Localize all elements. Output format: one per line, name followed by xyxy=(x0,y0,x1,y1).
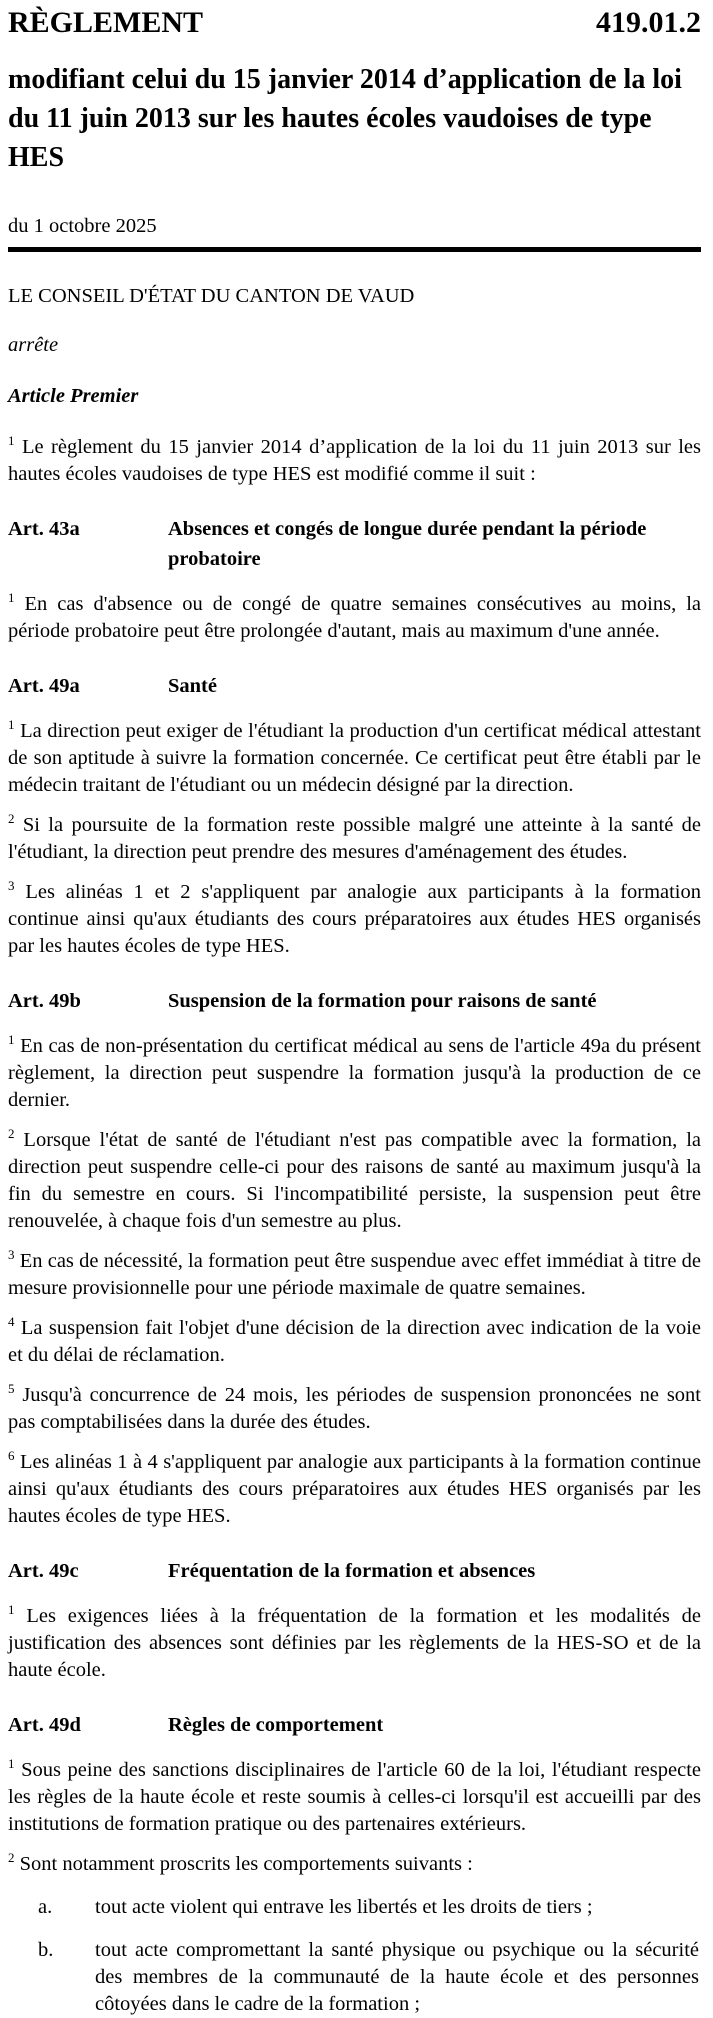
paragraph-number: 2 xyxy=(8,1850,15,1866)
list-item-marker: a. xyxy=(38,1896,53,1918)
list-item xyxy=(38,1894,701,1921)
article-paragraph xyxy=(8,879,701,960)
article-paragraph xyxy=(8,1127,701,1235)
list-item-text: tout acte violent qui entrave les libertés et les droits de tiers ; xyxy=(95,1896,593,1918)
paragraph-number: 3 xyxy=(8,878,15,894)
article-title: Règles de comportement xyxy=(168,1714,384,1736)
article-paragraph xyxy=(8,812,701,866)
article-paragraph xyxy=(8,1248,701,1302)
doc-number: 419.01.2 xyxy=(596,6,701,39)
paragraph-text: Lorsque l'état de santé de l'étudiant n'est pas compatible avec la formation, la direction peut suspendre celle-ci pour des raisons de santé au maximum jusqu'à la fin du semestre en cours. Si l'incompatibilité persiste, la suspension peut être renouvelée, à chaque fois d'un semestre au plus. xyxy=(8,1129,702,1232)
paragraph-number: 5 xyxy=(8,1381,15,1397)
article-label: Art. 49d xyxy=(8,1714,81,1736)
paragraph-number: 1 xyxy=(8,1032,15,1048)
article-heading xyxy=(8,514,701,574)
date-line: du 1 octobre 2025 xyxy=(8,215,157,237)
divider-rule xyxy=(8,247,701,252)
masthead xyxy=(8,6,701,40)
paragraph-number: 3 xyxy=(8,1247,15,1263)
paragraph-text: Sous peine des sanctions disciplinaires de l'article 60 de la loi, l'étudiant respecte les règles de la haute école et reste soumis à celles-ci lorsqu'il est accueilli par des institutions de formation pratique ou des partenaires extérieurs. xyxy=(8,1759,701,1835)
paragraph-text: La suspension fait l'objet d'une décision de la direction avec indication de la voie et du délai de réclamation. xyxy=(8,1317,702,1366)
paragraph-text: En cas d'absence ou de congé de quatre semaines consécutives au moins, la période probatoire peut être prolongée d'autant, mais au maximum d'une année. xyxy=(8,593,702,642)
article-heading xyxy=(8,1710,701,1740)
paragraph-number: 1 xyxy=(8,1756,15,1772)
list-item-marker: b. xyxy=(38,1939,54,1961)
article-heading xyxy=(8,671,701,701)
paragraph-text: Les alinéas 1 et 2 s'appliquent par analogie aux participants à la formation continue ainsi qu'aux étudiants des cours préparatoires aux études HES organisés par les hautes écoles de type HES. xyxy=(8,881,702,957)
article-title: Fréquentation de la formation et absences xyxy=(168,1560,536,1582)
article-paragraph xyxy=(8,718,701,799)
article-heading xyxy=(8,986,701,1016)
paragraph-text: La direction peut exiger de l'étudiant la production d'un certificat médical attestant de son aptitude à suivre la formation concernée. Ce certificat peut être établi par le médecin traitant de l'étudiant ou un médecin désigné par la direction. xyxy=(8,720,701,796)
paragraph-number: 1 xyxy=(8,590,15,606)
paragraph-text: Jusqu'à concurrence de 24 mois, les périodes de suspension prononcées ne sont pas comptabilisées dans la durée des études. xyxy=(8,1384,702,1433)
article-premier-heading: Article Premier xyxy=(8,385,139,407)
paragraph-text: En cas de nécessité, la formation peut être suspendue avec effet immédiat à titre de mesure provisionnelle pour une période maximale de quatre semaines. xyxy=(8,1250,702,1299)
intro-paragraph xyxy=(8,434,701,488)
article-paragraph xyxy=(8,1315,701,1369)
paragraph-number: 1 xyxy=(8,433,15,449)
doc-type-label: RÈGLEMENT xyxy=(8,6,204,39)
paragraph-text: Les exigences liées à la fréquentation de la formation et les modalités de justification des absences sont définies par les règlements de la HES-SO et de la haute école. xyxy=(8,1605,701,1681)
list-item-text: tout acte compromettant la santé physique ou psychique ou la sécurité des membres de la communauté de la haute école et des personnes côtoyées dans le cadre de la formation ; xyxy=(95,1939,699,2015)
article-heading xyxy=(8,1556,701,1586)
paragraph-text: Si la poursuite de la formation reste possible malgré une atteinte à la santé de l'étudiant, la direction peut prendre des mesures d'aménagement des études. xyxy=(8,814,701,863)
article-paragraph xyxy=(8,1449,701,1530)
paragraph-text: Les alinéas 1 à 4 s'appliquent par analogie aux participants à la formation continue ainsi qu'aux étudiants des cours préparatoires aux études HES organisés par les hautes écoles de type HES. xyxy=(8,1451,701,1527)
article-paragraph xyxy=(8,591,701,645)
article-paragraph xyxy=(8,1382,701,1436)
article-label: Art. 49b xyxy=(8,990,81,1012)
authority-line: LE CONSEIL D'ÉTAT DU CANTON DE VAUD xyxy=(8,285,415,307)
article-title: Absences et congés de longue durée pendant la période probatoire xyxy=(168,518,647,570)
paragraph-number: 2 xyxy=(8,1126,15,1142)
decree-word: arrête xyxy=(8,334,59,356)
article-paragraph xyxy=(8,1851,701,1878)
article-label: Art. 43a xyxy=(8,518,80,540)
paragraph-number: 2 xyxy=(8,811,15,827)
article-label: Art. 49a xyxy=(8,675,80,697)
articles xyxy=(8,514,701,2018)
document-title: modifiant celui du 15 janvier 2014 d’application de la loi du 11 juin 2013 sur les hautes écoles vaudoises de type HES xyxy=(8,64,682,173)
paragraph-number: 1 xyxy=(8,1602,15,1618)
paragraph-number: 6 xyxy=(8,1448,15,1464)
article-title: Suspension de la formation pour raisons de santé xyxy=(168,990,597,1012)
article-title: Santé xyxy=(168,675,217,697)
article-label: Art. 49c xyxy=(8,1560,79,1582)
article-paragraph xyxy=(8,1757,701,1838)
paragraph-text: Sont notamment proscrits les comportements suivants : xyxy=(19,1853,473,1875)
paragraph-text: En cas de non-présentation du certificat médical au sens de l'article 49a du présent règlement, la direction peut suspendre la formation jusqu'à la production de ce dernier. xyxy=(8,1035,701,1111)
paragraph-number: 4 xyxy=(8,1314,15,1330)
intro-paragraph-text: Le règlement du 15 janvier 2014 d’application de la loi du 11 juin 2013 sur les hautes écoles vaudoises de type HES est modifié comme il suit : xyxy=(8,436,701,485)
paragraph-number: 1 xyxy=(8,717,15,733)
article-paragraph xyxy=(8,1603,701,1684)
list-item xyxy=(38,1937,701,2018)
article-paragraph xyxy=(8,1033,701,1114)
